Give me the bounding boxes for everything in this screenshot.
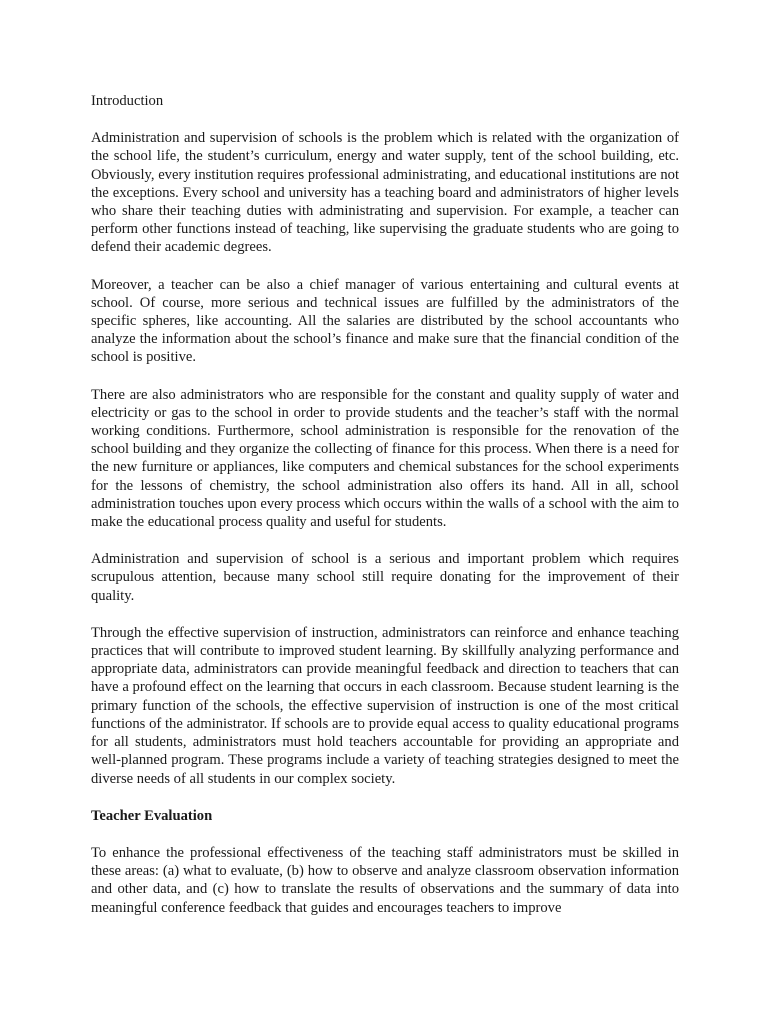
introduction-heading: Introduction — [91, 93, 164, 109]
paragraph-effective-supervision: Through the effective supervision of instruction, administrators can reinforce and enhance teaching practices that will contribute to improved student learning. By skillfully analyzing performance and appropriate data, administrators can provide meaningful feedback and direction to teachers that can have a profound effect on the learning that occurs in each classroom. Because student learning is the primary function of the schools, the effective supervision of instruction is one of the most critical functions of the administrator. If schools are to provide equal access to quality educational programs for all students, administrators must hold teachers accountable for providing an appropriate and well-planned program. These programs include a variety of teaching strategies designed to meet the diverse needs of all students in our complex society. — [91, 624, 679, 787]
paragraph-chief-manager: Moreover, a teacher can be also a chief manager of various entertaining and cultural events at school. Of course, more serious and technical issues are fulfilled by the administrators of the specific spheres, like accounting. All the salaries are distributed by the school accountants who analyze the information about the school’s finance and make sure that the financial condition of the school is positive. — [91, 276, 679, 366]
paragraph-teacher-evaluation: To enhance the professional effectiveness of the teaching staff administrators must be skilled in these areas: (a) what to evaluate, (b) how to observe and analyze classroom observation information and other data, and (c) how to translate the results of observations and the summary of data into meaningful conference feedback that guides and encourages teachers to improve — [91, 844, 679, 916]
teacher-evaluation-heading: Teacher Evaluation — [91, 807, 213, 824]
paragraph-supply: There are also administrators who are responsible for the constant and quality supply of water and electricity or gas to the school in order to provide students and the teacher’s staff with the normal working conditions. Furthermore, school administration is responsible for the renovation of the school building and they organize the collecting of finance for this process. When there is a need for the new furniture or appliances, like computers and chemical substances for the school experiments for the lessons of chemistry, the school administration also offers its hand. All in all, school administration touches upon every process which occurs within the walls of a school with the aim to make the educational process quality and useful for students. — [91, 386, 679, 531]
paragraph-administration: Administration and supervision of schools is the problem which is related with the organization of the school life, the student’s curriculum, energy and water supply, tent of the school building, etc. Obviously, every institution requires professional administrating, and educational institutions are not the exceptions. Every school and university has a teaching board and administrators of higher levels who share their teaching duties with administrating and supervision. For example, a teacher can perform other functions instead of teaching, like supervising the graduate students who are going to defend their academic degrees. — [91, 130, 679, 256]
paragraph-scrupulous-attention: Administration and supervision of school is a serious and important problem which requires scrupulous attention, because many school still require donating for the improvement of their quality. — [91, 551, 679, 604]
document-body — [91, 92, 679, 936]
